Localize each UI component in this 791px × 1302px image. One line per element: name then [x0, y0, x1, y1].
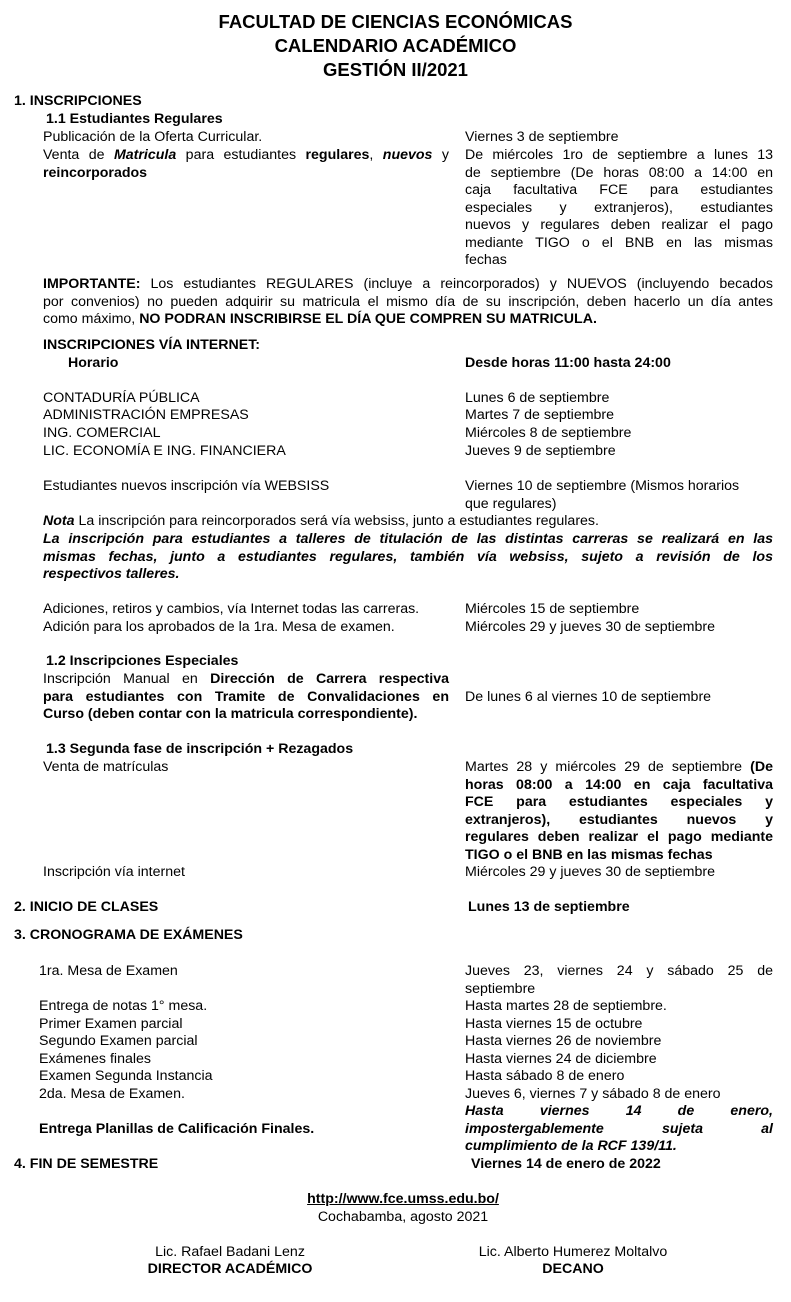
venta-date: De miércoles 1ro de septiembre a lunes 13 de septiembre (De horas 08:00 a 14:00 en caja facultativa FCE para estudiantes especiales y extranjeros), estudiantes nuevos y regulares deben realizar el pago mediante TIGO o el BNB en las mismas fechas	[465, 147, 773, 268]
planillas-label: Entrega Planillas de Calificación Finales.	[39, 1121, 315, 1137]
subsection-1-2: 1.2 Inscripciones Especiales	[46, 653, 239, 669]
inscripcion-internet-label: Inscripción vía internet	[43, 864, 185, 880]
venta-matriculas-date: Martes 28 y miércoles 29 de septiembre (De horas 08:00 a 14:00 en caja facultativa FCE para estudiantes especiales y extranjeros), estudiantes nuevos y regulares deben realizar el pago mediante TIGO o el BNB en las mismas fechas	[465, 759, 773, 863]
career-date: Jueves 9 de septiembre	[465, 443, 616, 459]
mesa1-date: Jueves 23, viernes 24 y sábado 25 de septiembre	[465, 963, 773, 997]
exam-row-date: Hasta viernes 24 de diciembre	[465, 1051, 657, 1067]
exam-row-date: Hasta viernes 26 de noviembre	[465, 1033, 662, 1049]
section1-title: 1. INSCRIPCIONES	[14, 93, 142, 109]
career-name: CONTADURÍA PÚBLICA	[43, 390, 200, 406]
section4-title: 4. FIN DE SEMESTRE	[14, 1156, 159, 1172]
header-line3: GESTIÓN II/2021	[323, 59, 468, 80]
oferta-label: Publicación de la Oferta Curricular.	[43, 129, 263, 145]
adiciones-date: Miércoles 15 de septiembre	[465, 601, 640, 617]
exam-row-label: 2da. Mesa de Examen.	[39, 1086, 185, 1102]
exam-row-label: Examen Segunda Instancia	[39, 1068, 213, 1084]
section2-title: 2. INICIO DE CLASES	[14, 899, 159, 915]
header-line1: FACULTAD DE CIENCIAS ECONÓMICAS	[218, 11, 573, 32]
adicion-date: Miércoles 29 y jueves 30 de septiembre	[465, 619, 715, 635]
exam-row-label: Exámenes finales	[39, 1051, 151, 1067]
career-name: LIC. ECONOMÍA E ING. FINANCIERA	[43, 443, 286, 459]
nuevos-label: Estudiantes nuevos inscripción vía WEBSISS	[43, 478, 330, 494]
section3-title: 3. CRONOGRAMA DE EXÁMENES	[14, 927, 243, 943]
exam-row-date: Hasta sábado 8 de enero	[465, 1068, 625, 1084]
mesa1-label: 1ra. Mesa de Examen	[39, 963, 178, 979]
nuevos-date: Viernes 10 de septiembre (Mismos horarios que regulares)	[465, 478, 740, 512]
signature-2-name: Lic. Alberto Humerez Moltalvo	[478, 1244, 668, 1260]
exam-row-label: Entrega de notas 1° mesa.	[39, 998, 208, 1014]
career-date: Martes 7 de septiembre	[465, 407, 615, 423]
nota-line: Nota La inscripción para reincorporados será vía websiss, junto a estudiantes regulares.	[43, 513, 599, 529]
subsection-1-1: 1.1 Estudiantes Regulares	[46, 111, 223, 127]
website-link[interactable]: http://www.fce.umss.edu.bo/	[307, 1191, 499, 1207]
adiciones-label: Adiciones, retiros y cambios, vía Internet todas las carreras.	[43, 601, 420, 617]
place-date: Cochabamba, agosto 2021	[317, 1209, 489, 1225]
signature-1-title: DIRECTOR ACADÉMICO	[147, 1261, 313, 1277]
adicion-label: Adición para los aprobados de la 1ra. Mesa de examen.	[43, 619, 395, 635]
especiales-label: Inscripción Manual en Dirección de Carrera respectiva para estudiantes con Tramite de Convalidaciones en Curso (deben contar con la matricula correspondiente).	[43, 671, 450, 722]
oferta-date: Viernes 3 de septiembre	[465, 129, 619, 145]
importante-paragraph: IMPORTANTE: Los estudiantes REGULARES (incluye a reincorporados) y NUEVOS (incluyendo becados por convenios) no pueden adquirir su matricula el mismo día de su inscripción, deben hacerlo un día antes como máximo, NO PODRAN INSCRIBIRSE EL DÍA QUE COMPREN SU MATRICULA.	[43, 276, 773, 327]
venta-matriculas-label: Venta de matrículas	[43, 759, 169, 775]
especiales-date: De lunes 6 al viernes 10 de septiembre	[465, 689, 712, 705]
exam-row-label: Primer Examen parcial	[39, 1016, 183, 1032]
career-name: ADMINISTRACIÓN EMPRESAS	[43, 407, 249, 423]
subsection-1-3: 1.3 Segunda fase de inscripción + Rezagados	[46, 741, 354, 757]
planillas-date: Hasta viernes 14 de enero, impostergablemente sujeta al cumplimiento de la RCF 139/11.	[465, 1103, 773, 1154]
section4-date: Viernes 14 de enero de 2022	[471, 1156, 661, 1172]
career-date: Lunes 6 de septiembre	[465, 390, 610, 406]
section2-date: Lunes 13 de septiembre	[468, 899, 630, 915]
internet-title: INSCRIPCIONES VÍA INTERNET:	[43, 337, 261, 353]
career-name: ING. COMERCIAL	[43, 425, 161, 441]
exam-row-date: Hasta viernes 15 de octubre	[465, 1016, 643, 1032]
inscripcion-internet-date: Miércoles 29 y jueves 30 de septiembre	[465, 864, 715, 880]
horario-label: Horario	[68, 355, 119, 371]
talleres-paragraph: La inscripción para estudiantes a talleres de titulación de las distintas carreras se realizará en las mismas fechas, junto a estudiantes regulares, también vía websiss, sujeto a revisión de los respectivos talleres.	[43, 531, 773, 582]
venta-label: Venta de Matricula para estudiantes regulares, nuevos y reincorporados	[43, 147, 449, 181]
career-date: Miércoles 8 de septiembre	[465, 425, 632, 441]
exam-row-date: Hasta martes 28 de septiembre.	[465, 998, 667, 1014]
exam-row-label: Segundo Examen parcial	[39, 1033, 198, 1049]
horario-value: Desde horas 11:00 hasta 24:00	[465, 355, 671, 371]
exam-row-date: Jueves 6, viernes 7 y sábado 8 de enero	[465, 1086, 721, 1102]
header-line2: CALENDARIO ACADÉMICO	[274, 35, 517, 56]
signature-1-name: Lic. Rafael Badani Lenz	[155, 1244, 305, 1260]
signature-2-title: DECANO	[542, 1261, 604, 1277]
